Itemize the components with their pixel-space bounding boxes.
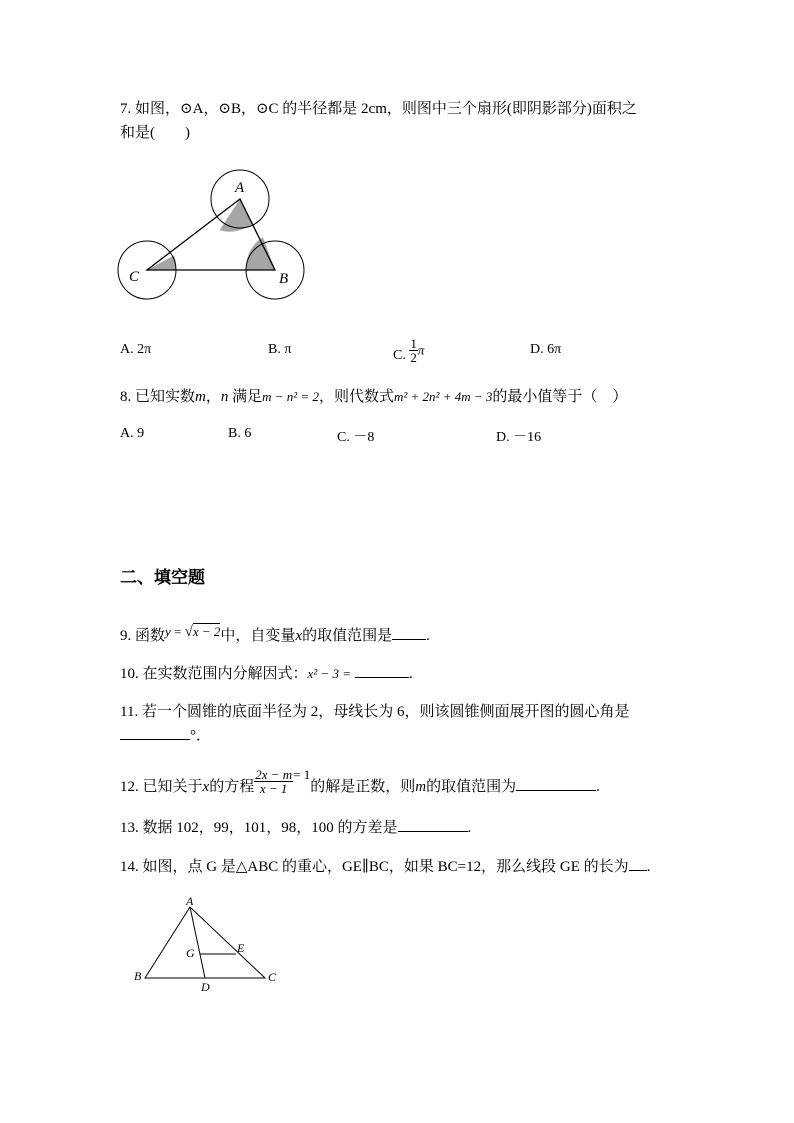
q8-mid1: 满足 [228, 389, 263, 405]
q12-mid2: 的解是正数，则 [310, 779, 416, 795]
q9-suffix: 的取值范围是 [302, 628, 393, 644]
q8-suffix: 的最小值等于（ ） [492, 389, 628, 405]
q9-var-x: x [295, 628, 303, 644]
q8-text [120, 386, 627, 408]
q12-mid1: 的方程 [209, 779, 255, 795]
q7-text-line1: 7. 如图，⊙A，⊙B，⊙C 的半径都是 2cm，则图中三个扇形(即阴影部分)面积之 [120, 101, 637, 117]
label-b: B [279, 271, 289, 287]
label-d: D [201, 980, 210, 994]
label-g: G [186, 946, 195, 960]
q13-answer-blank[interactable] [398, 817, 468, 832]
q12-prefix: 12. 已知关于 [120, 779, 203, 795]
q14-figure [125, 895, 290, 995]
q13-text [120, 817, 471, 839]
q9-prefix: 9. 函数 [120, 628, 166, 644]
q7-option-c-denominator: 2 [410, 350, 417, 365]
q12-numerator: 2x − m [255, 767, 293, 783]
q10-text [120, 663, 413, 685]
q12-denominator: x − 1 [259, 781, 288, 797]
q13-body: 13. 数据 102，99，101，98，100 的方差是 [120, 820, 398, 836]
q9-answer-blank[interactable] [392, 625, 426, 640]
label-c: C [129, 269, 140, 285]
q11-text-line1: 11. 若一个圆锥的底面半径为 2，母线长为 6，则该圆锥侧面展开图的圆心角是 [120, 704, 630, 720]
q8-expression: m² + 2n² + 4m − 3 [394, 389, 493, 404]
q7-option-c-numerator: 1 [410, 336, 417, 351]
q7-option-c-pi: π [417, 342, 425, 358]
q12-var-m: m [415, 779, 427, 795]
q10-expression: x² − 3 = [307, 666, 351, 681]
q11-text-line2 [120, 725, 211, 747]
q8-option-c: C. －8 [337, 430, 375, 445]
q13-end: . [467, 820, 472, 836]
q12-var-x: x [202, 779, 210, 795]
q14-end: . [646, 859, 651, 875]
sector-c [147, 255, 176, 270]
q7-option-d: D. 6π [530, 342, 562, 357]
q8-option-b: B. 6 [228, 426, 252, 441]
q10-prefix: 10. 在实数范围内分解因式： [120, 666, 308, 682]
q7-option-b: B. π [268, 342, 292, 357]
q9-end: . [426, 628, 430, 644]
q12-fraction [254, 768, 293, 795]
q7-option-c-fraction [409, 337, 418, 364]
q10-answer-blank[interactable] [355, 663, 409, 678]
q9-mid: 中，自变量 [220, 628, 296, 644]
label-b-2: B [134, 969, 142, 983]
q10-end: . [408, 666, 413, 682]
q14-text [120, 856, 650, 878]
q8-mid2: ，则代数式 [318, 389, 394, 405]
sqrt-icon: √ [184, 624, 193, 640]
q8-var-n: n [220, 389, 229, 405]
q12-suffix: 的取值范围为 [426, 779, 517, 795]
q7-text-line2: 和是( ) [120, 125, 190, 141]
section-title: 二、填空题 [120, 568, 205, 588]
q9-equals: = [170, 624, 185, 639]
q14-body: 14. 如图，点 G 是△ABC 的重心，GE∥BC，如果 BC=12，那么线段 GE 的长为 [120, 859, 629, 875]
q8-condition: m − n² = 2 [262, 389, 319, 404]
q12-end: . [596, 779, 600, 795]
label-c-2: C [268, 970, 277, 984]
q8-var-m: m [195, 389, 206, 405]
q8-option-a: A. 9 [120, 426, 145, 441]
q12-text [120, 764, 600, 798]
q8-option-d: D. －16 [496, 430, 542, 445]
q9-text [120, 621, 430, 647]
q12-rhs: = 1 [293, 767, 311, 782]
q7-figure [115, 165, 315, 305]
q7-option-a: A. 2π [120, 342, 152, 357]
median-ad [190, 907, 205, 978]
q11-answer-blank[interactable] [120, 725, 190, 740]
q14-answer-blank[interactable] [629, 856, 647, 871]
q12-answer-blank[interactable] [516, 776, 596, 791]
label-a: A [235, 180, 245, 196]
triangle-abc-2 [145, 907, 265, 978]
q8-prefix: 8. 已知实数 [120, 389, 196, 405]
q9-radicand: x − 2 [192, 624, 221, 639]
q8-comma: ， [205, 389, 221, 405]
label-e: E [237, 941, 245, 955]
q11-end: °． [190, 728, 211, 744]
q7-option-c-label: C. [393, 348, 406, 363]
q9-var-y: y [165, 624, 171, 639]
label-a-2: A [186, 895, 194, 908]
q7-option-c [393, 330, 424, 364]
